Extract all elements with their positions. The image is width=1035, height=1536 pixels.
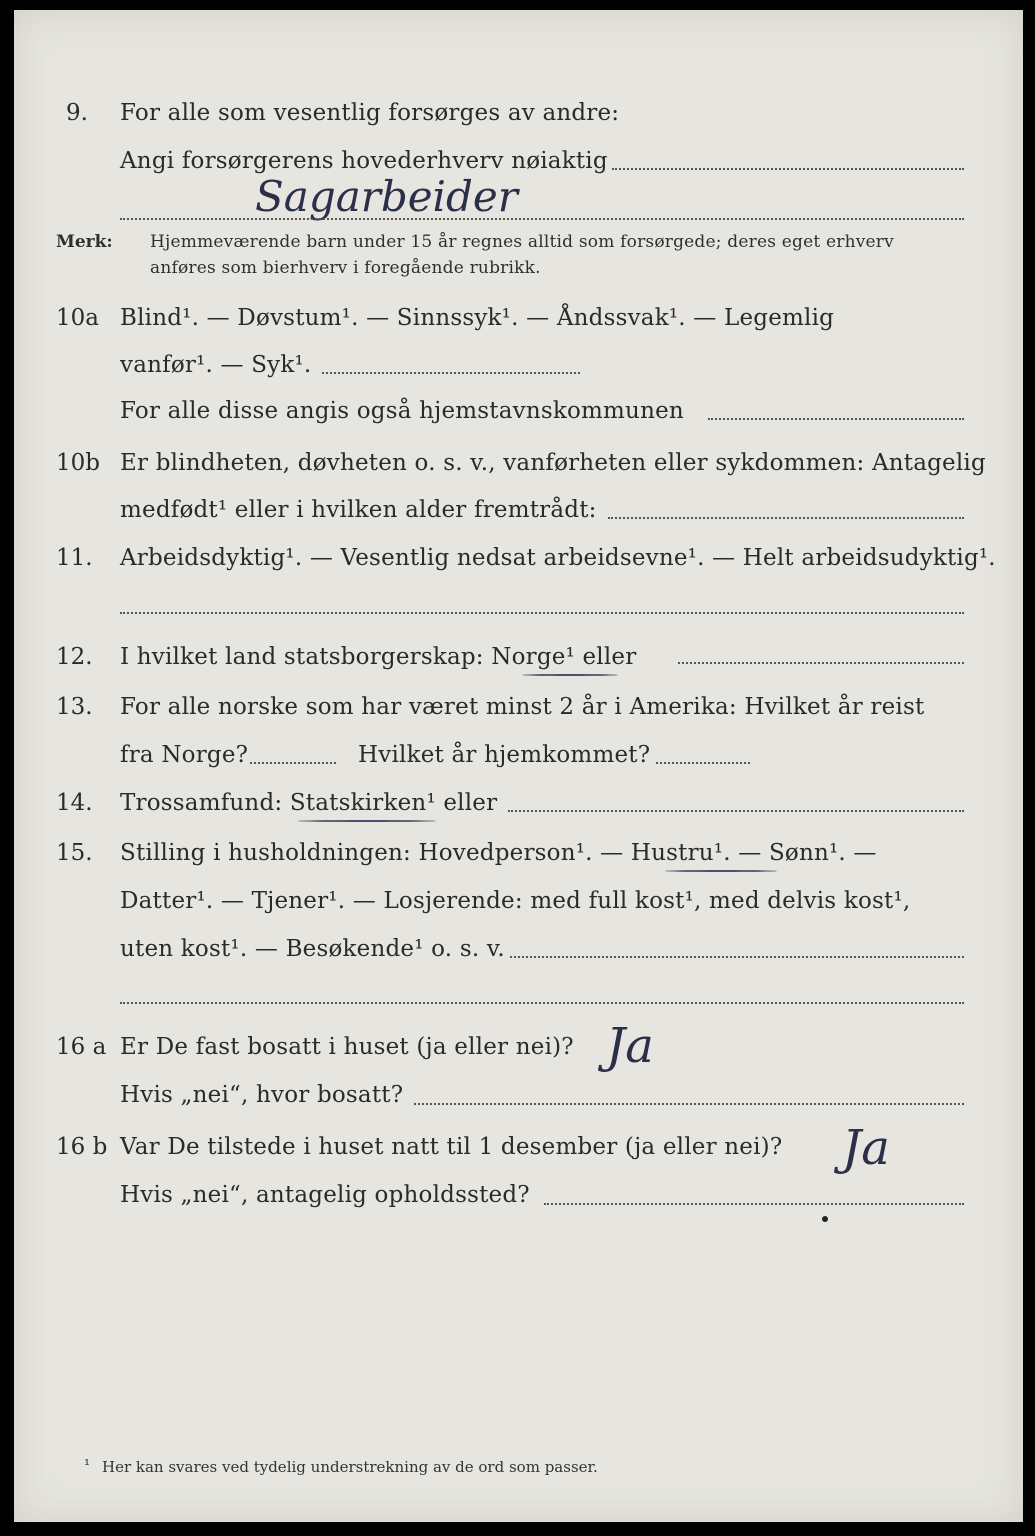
q16a-line-1: Er De fast bosatt i huset (ja eller nei)? <box>120 1034 574 1060</box>
q9-prompt: Angi forsørgerens hovederhverv nøiaktig <box>120 148 608 174</box>
q10a-line-3: For alle disse angis også hjemstavnskommunen <box>120 398 684 424</box>
q11-number: 11. <box>56 545 93 571</box>
q15-number: 15. <box>56 840 93 866</box>
q16a-line-2: Hvis „nei“, hvor bosatt? <box>120 1082 404 1108</box>
ink-dot <box>822 1216 828 1222</box>
q10a-line-2: vanfør¹. — Syk¹. <box>120 352 312 378</box>
q14-number: 14. <box>56 790 93 816</box>
q11-dotted-line <box>120 612 964 614</box>
q9-title: For alle som vesentlig forsørges av andre: <box>120 100 620 126</box>
q15-dotted-line-2 <box>120 1002 964 1004</box>
q15-line-2: Datter¹. — Tjener¹. — Losjerende: med full kost¹, med delvis kost¹, <box>120 888 911 914</box>
q10b-dotted-line <box>608 517 964 519</box>
q10b-line-2: medfødt¹ eller i hvilken alder fremtrådt: <box>120 497 597 523</box>
q16b-number: 16 b <box>56 1134 108 1160</box>
q12-dotted-line <box>678 662 964 664</box>
q12-norge-underline <box>522 674 618 676</box>
q10a-line-3-dotted-line <box>708 418 964 420</box>
q13-hjemkommet-dotted-line <box>656 762 750 764</box>
q13-line-2b: Hvilket år hjemkommet? <box>358 742 651 768</box>
q16b-dotted-line <box>544 1203 964 1205</box>
q16b-line-2: Hvis „nei“, antagelig opholdssted? <box>120 1182 530 1208</box>
q15-line-3: uten kost¹. — Besøkende¹ o. s. v. <box>120 936 505 962</box>
q9-prompt-dotted-line <box>612 168 964 170</box>
q13-reist-dotted-line <box>250 762 336 764</box>
merk-label: Merk: <box>56 232 113 252</box>
q11-line-1: Arbeidsdyktig¹. — Vesentlig nedsat arbeidsevne¹. — Helt arbeidsudyktig¹. <box>120 545 996 571</box>
q10a-line-2-dotted-line <box>322 372 580 374</box>
q15-dotted-line-1 <box>510 956 964 958</box>
q10b-line-1: Er blindheten, døvheten o. s. v., vanførheten eller sykdommen: Antagelig <box>120 450 986 476</box>
q16b-line-1: Var De tilstede i huset natt til 1 desember (ja eller nei)? <box>120 1134 783 1160</box>
q14-dotted-line <box>508 810 964 812</box>
q10a-number: 10a <box>56 305 99 331</box>
q9-answer-dotted-line <box>120 218 964 220</box>
q15-line-1: Stilling i husholdningen: Hovedperson¹. — Hustru¹. — Sønn¹. — <box>120 840 877 866</box>
q15-hustru-underline <box>665 870 777 872</box>
q14-statskirken-underline <box>298 820 436 822</box>
merk-line-2: anføres som bierhverv i foregående rubrikk. <box>150 258 541 278</box>
q9-handwritten-answer: Sagarbeider <box>255 172 518 221</box>
q10b-number: 10b <box>56 450 100 476</box>
footnote-mark: ¹ <box>84 1456 91 1474</box>
merk-line-1: Hjemmeværende barn under 15 år regnes alltid som forsørgede; deres eget erhverv <box>150 232 894 252</box>
q13-number: 13. <box>56 694 93 720</box>
q10a-line-1: Blind¹. — Døvstum¹. — Sinnssyk¹. — Åndssvak¹. — Legemlig <box>120 305 835 331</box>
q13-line-2: fra Norge? <box>120 742 249 768</box>
q9-number: 9. <box>66 100 88 126</box>
q13-line-1: For alle norske som har været minst 2 år i Amerika: Hvilket år reist <box>120 694 925 720</box>
q16a-dotted-line <box>414 1103 964 1105</box>
q16b-handwritten-answer: Ja <box>842 1120 890 1176</box>
q16a-handwritten-answer: Ja <box>606 1018 654 1074</box>
footnote-text: Her kan svares ved tydelig understrekning av de ord som passer. <box>102 1458 598 1476</box>
q16a-number: 16 a <box>56 1034 107 1060</box>
q12-line-1: I hvilket land statsborgerskap: Norge¹ eller <box>120 644 637 670</box>
q12-number: 12. <box>56 644 93 670</box>
q14-line-1: Trossamfund: Statskirken¹ eller <box>120 790 498 816</box>
